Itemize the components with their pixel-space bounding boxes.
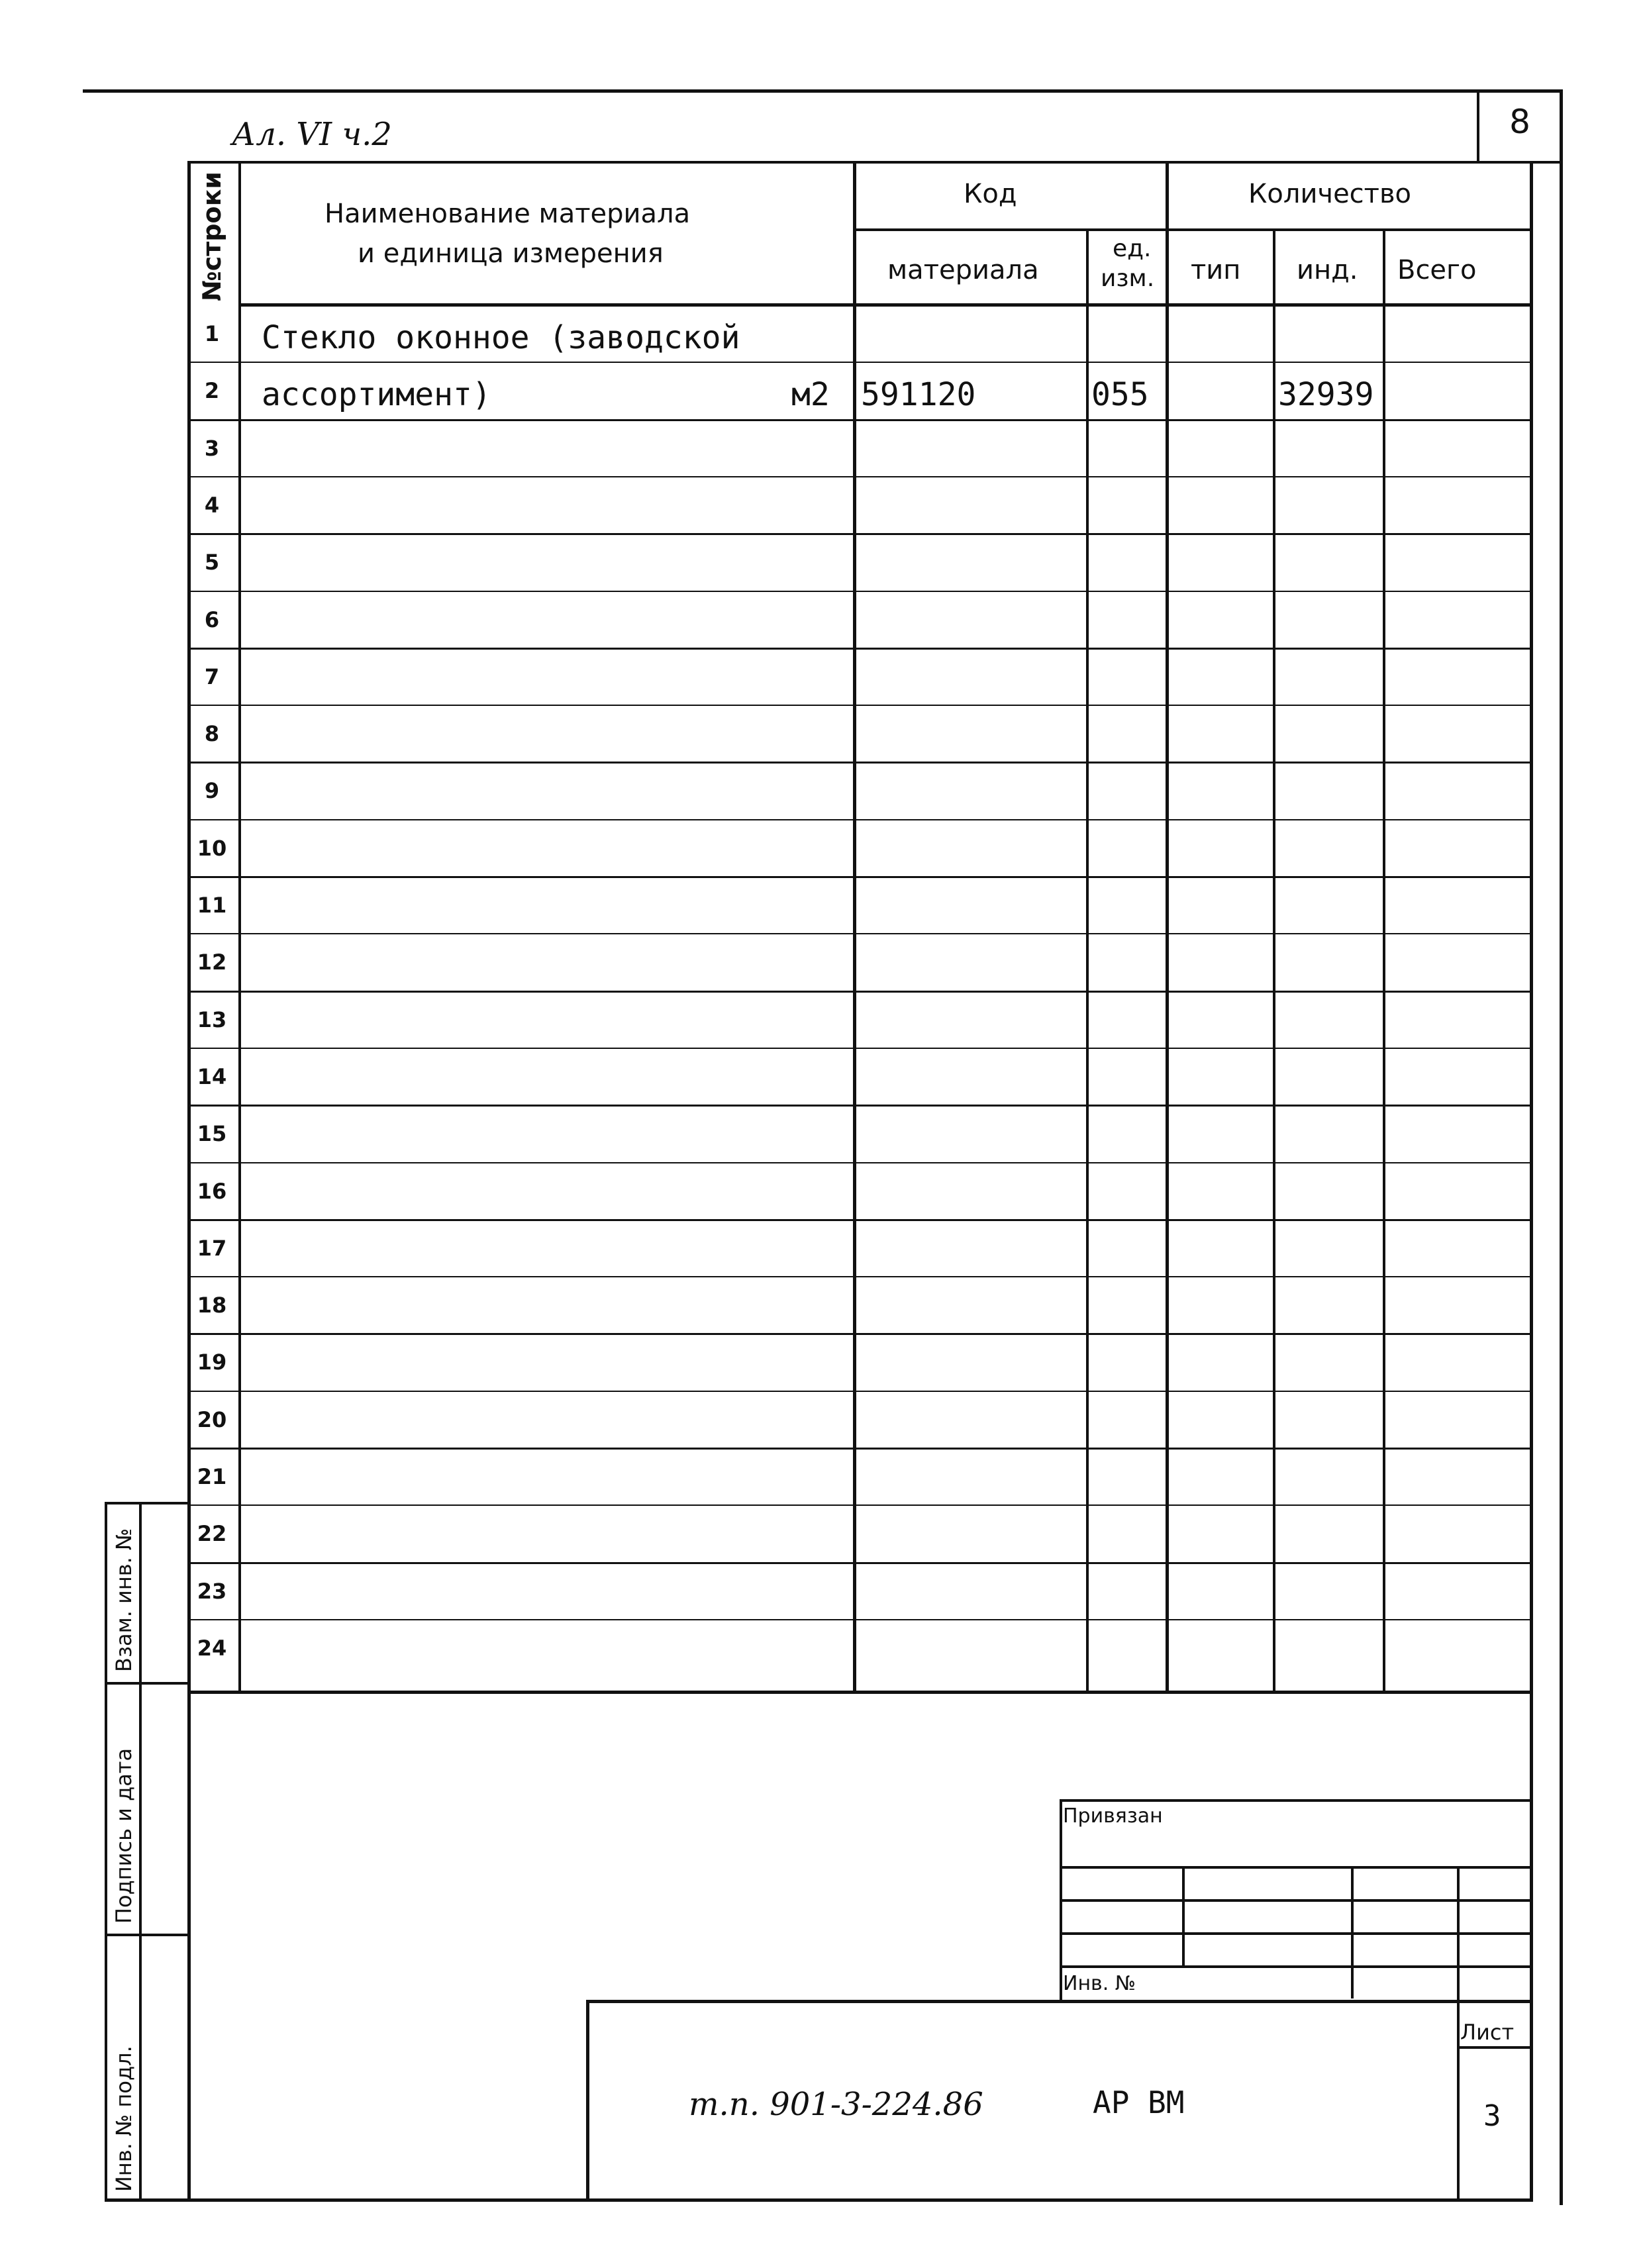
- stamp-line-c: [1060, 1932, 1532, 1935]
- row-number: 10: [197, 835, 227, 861]
- row-divider: [187, 762, 1532, 764]
- side-strip-line2: [105, 1934, 191, 1936]
- row-number: 20: [197, 1406, 227, 1432]
- row1-name: Стекло оконное (заводской: [262, 319, 740, 356]
- row-number: 14: [197, 1063, 227, 1089]
- frame-bottom-line: [105, 2198, 1533, 2202]
- row-number: 23: [197, 1578, 227, 1604]
- row-number: 3: [204, 435, 220, 461]
- row-divider: [187, 1048, 1532, 1049]
- side-label-inv-podl: Инв. № подл.: [111, 2046, 136, 2192]
- row-divider: [187, 876, 1532, 878]
- stamp-privyazan: Привязан: [1063, 1804, 1163, 1828]
- row2-unit: 055: [1091, 376, 1149, 413]
- header-unit-line2: изм.: [1101, 265, 1155, 292]
- row-number: 12: [197, 950, 227, 975]
- header-name-line1: Наименование материала: [324, 199, 691, 229]
- row-number: 13: [197, 1007, 227, 1032]
- stamp-list-no: 3: [1483, 2099, 1501, 2133]
- row-divider: [187, 819, 1532, 820]
- side-strip-top: [105, 1502, 191, 1504]
- header-name-line2: и единица измерения: [358, 238, 664, 269]
- row2-code: 591120: [861, 376, 976, 413]
- row-number: 22: [197, 1521, 227, 1547]
- row-divider: [187, 1391, 1532, 1392]
- header-quantity: Количество: [1248, 179, 1412, 209]
- col-code-right: [1086, 228, 1089, 1691]
- row-divider: [187, 933, 1532, 934]
- header-qty-type: тип: [1191, 255, 1241, 285]
- row-divider: [187, 1219, 1532, 1221]
- row-divider: [187, 1105, 1532, 1107]
- row-number: 18: [197, 1293, 227, 1318]
- row-number: 4: [204, 492, 220, 518]
- row2-ind: 32939: [1278, 376, 1374, 413]
- row-number: 24: [197, 1635, 227, 1661]
- stamp-inv-no: Инв. №: [1063, 1972, 1136, 1995]
- col-rownum-right: [238, 161, 241, 1691]
- row-number: 21: [197, 1464, 227, 1489]
- stamp-vline-4: [1457, 1866, 1460, 2200]
- stamp-vline-3: [1351, 1866, 1354, 1998]
- row-number: 15: [197, 1121, 227, 1147]
- row-divider: [187, 1619, 1532, 1620]
- header-qty-ind: инд.: [1297, 255, 1358, 285]
- row-number: 1: [204, 321, 220, 346]
- row-number: 11: [197, 893, 227, 918]
- stamp-code: АР ВМ: [1093, 2085, 1185, 2120]
- side-strip-line1: [105, 1682, 191, 1685]
- header-bottom-line: [238, 303, 1532, 307]
- row-divider: [187, 991, 1532, 993]
- col-name-right: [853, 161, 856, 1691]
- header-qty-total: Всего: [1397, 255, 1477, 285]
- stamp-vline-2: [1182, 1866, 1185, 1965]
- row-divider: [187, 533, 1532, 535]
- header-mid-line: [853, 228, 1532, 231]
- row-number: 6: [204, 607, 220, 632]
- row-divider: [187, 1504, 1532, 1506]
- row-divider: [187, 591, 1532, 592]
- table-right-line: [1530, 161, 1533, 2200]
- list-box-line: [1457, 2046, 1532, 2049]
- corner-box-left: [1477, 89, 1479, 162]
- col-unit-right: [1166, 161, 1169, 1691]
- stamp-list-label: Лист: [1460, 2020, 1515, 2045]
- side-label-podpis: Подпись и дата: [111, 1748, 136, 1924]
- handwritten-reference: Ал. VI ч.2: [232, 116, 392, 153]
- title-block-left: [586, 2000, 589, 2200]
- row-number: 7: [204, 664, 220, 689]
- side-label-vzam: Взам. инв. №: [111, 1528, 136, 1672]
- row-number: 19: [197, 1350, 227, 1375]
- right-border-line: [1560, 89, 1563, 2205]
- col-type-right: [1273, 228, 1275, 1691]
- row-divider: [187, 1276, 1532, 1277]
- row-number: 16: [197, 1178, 227, 1204]
- row-divider: [187, 1333, 1532, 1335]
- header-code-material: материала: [887, 255, 1039, 285]
- row-divider: [187, 648, 1532, 650]
- row2-name: ассортимент): [262, 376, 491, 413]
- stamp-line-d: [1060, 1965, 1532, 1968]
- stamp-vline-1: [1060, 1799, 1062, 2001]
- row-divider: [187, 476, 1532, 477]
- row-divider: [187, 1562, 1532, 1564]
- stamp-top-line: [1060, 1799, 1532, 1802]
- row-divider: [187, 419, 1532, 421]
- header-row-number: №строки: [197, 172, 226, 301]
- row2-unit-label: м2: [791, 376, 830, 413]
- row-number: 2: [204, 378, 220, 404]
- row-divider: [187, 705, 1532, 706]
- sheet-corner-number: 8: [1509, 103, 1530, 141]
- stamp-line-b: [1060, 1899, 1532, 1902]
- side-strip-mid: [139, 1502, 142, 2200]
- table-bottom-line: [187, 1691, 1532, 1694]
- side-strip-left: [105, 1502, 107, 2200]
- stamp-line-a: [1060, 1866, 1532, 1869]
- top-border-line: [83, 89, 1563, 93]
- row-divider: [187, 1162, 1532, 1163]
- row-number: 8: [204, 721, 220, 747]
- row-number: 5: [204, 550, 220, 575]
- header-unit-line1: ед.: [1113, 235, 1152, 262]
- row-number: 17: [197, 1235, 227, 1261]
- header-code: Код: [964, 179, 1017, 209]
- title-block-top: [586, 2000, 1532, 2003]
- row-number: 9: [204, 778, 220, 804]
- row-divider: [187, 362, 1532, 363]
- stamp-designation: т.п. 901-3-224.86: [689, 2086, 983, 2123]
- row-divider: [187, 1448, 1532, 1450]
- table-top-line: [189, 161, 1563, 164]
- col-ind-right: [1383, 228, 1385, 1691]
